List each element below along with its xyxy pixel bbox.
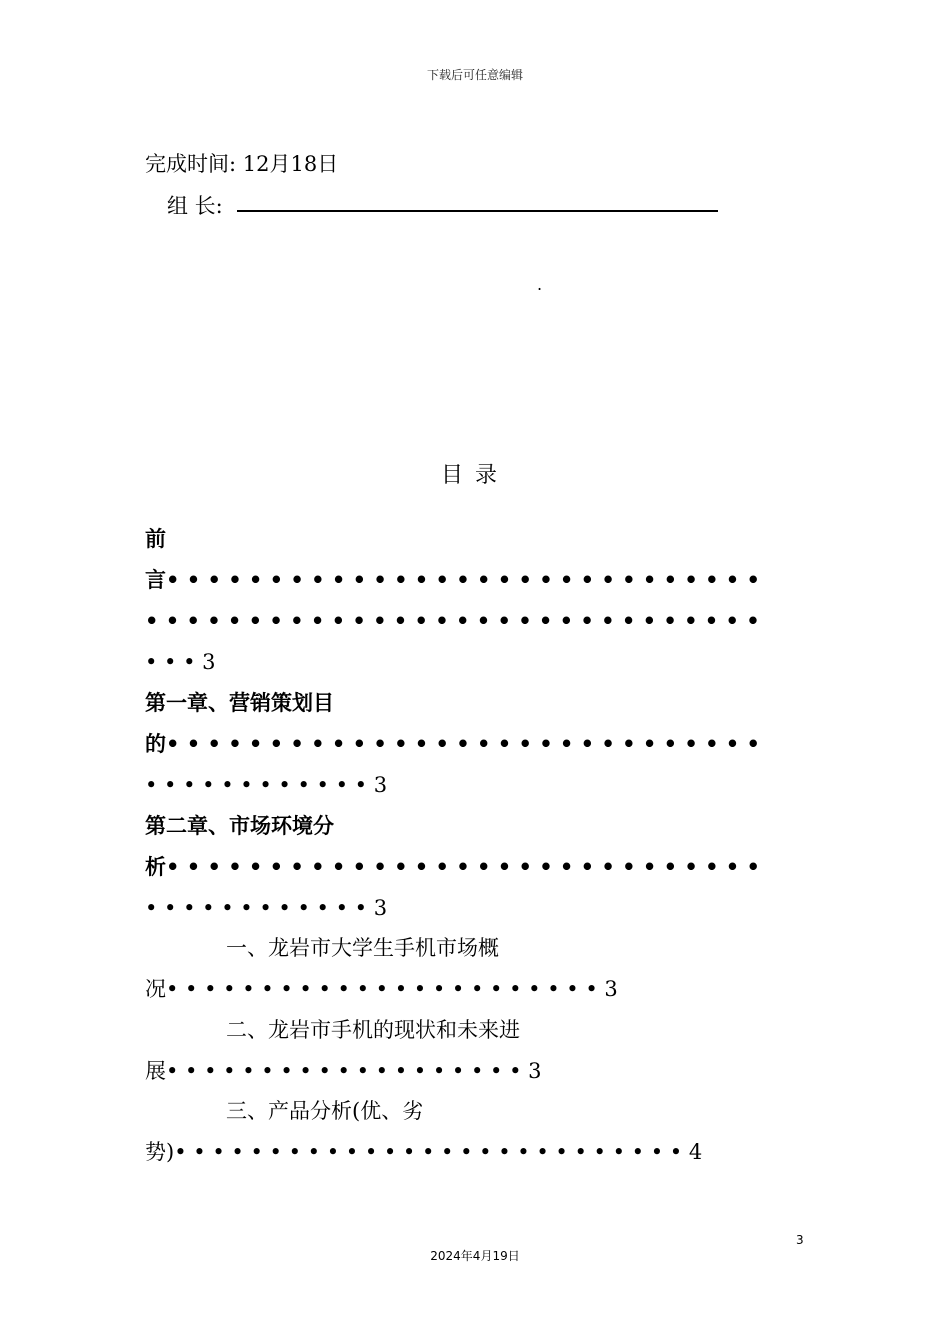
toc-title: 目录 — [440, 463, 509, 488]
toc-entry-preface-line3: • • • • • • • • • • • • • • • • • • • • • • • • • • • • • • — [145, 609, 760, 633]
toc-entry-section3-line2: 势)• • • • • • • • • • • • • • • • • • • • • • • • • • • 4 — [145, 1140, 703, 1164]
leader-label: 组 长: — [167, 194, 223, 218]
toc-entry-chapter1-line1: 第一章、营销策划目 — [145, 691, 334, 715]
page-number: 3 — [796, 1233, 804, 1247]
footer-date: 2024年4月19日 — [430, 1249, 520, 1263]
toc-entry-chapter2-line1: 第二章、市场环境分 — [145, 814, 334, 838]
toc-entry-preface-line2: 言• • • • • • • • • • • • • • • • • • • • • • • • • • • • • — [145, 568, 760, 592]
toc-entry-preface-line4: • • • 3 — [145, 650, 216, 674]
separator-dot: . — [537, 275, 543, 294]
toc-entry-section1-line1: 一、龙岩市大学生手机市场概 — [226, 936, 499, 960]
toc-entry-chapter1-line3: • • • • • • • • • • • • 3 — [145, 773, 388, 797]
toc-entry-preface-line1: 前 — [145, 527, 166, 551]
toc-entry-chapter2-line2: 析• • • • • • • • • • • • • • • • • • • • • • • • • • • • • — [145, 855, 760, 879]
toc-entry-section3-line1: 三、产品分析(优、劣 — [226, 1099, 424, 1123]
toc-entry-chapter2-line3: • • • • • • • • • • • • 3 — [145, 896, 388, 920]
leader-signature-line — [237, 210, 718, 212]
toc-entry-section2-line2: 展• • • • • • • • • • • • • • • • • • • 3 — [145, 1059, 542, 1083]
toc-entry-chapter1-line2: 的• • • • • • • • • • • • • • • • • • • • • • • • • • • • • — [145, 732, 760, 756]
toc-entry-section2-line1: 二、龙岩市手机的现状和未来进 — [226, 1018, 520, 1042]
toc-entry-section1-line2: 况• • • • • • • • • • • • • • • • • • • • • • • 3 — [145, 977, 618, 1001]
page-header: 下载后可任意编辑 — [426, 68, 523, 82]
completion-time: 完成时间: 12月18日 — [145, 152, 339, 176]
